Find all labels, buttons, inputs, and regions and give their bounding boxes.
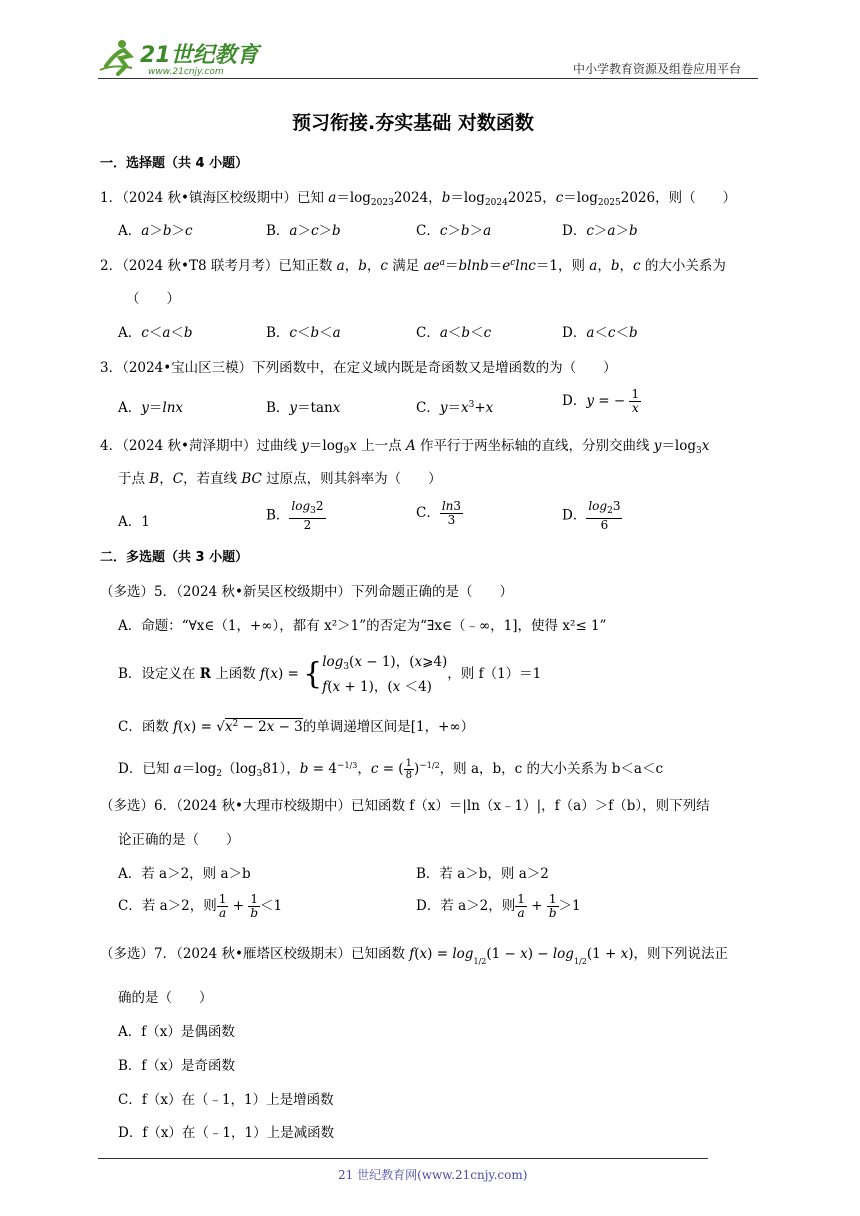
q5-option-a: A．命题：“∀x∈（1，+∞），都有 x²＞1”的否定为“∃x∈（﹣∞，1]，使得 x²≤ 1” bbox=[118, 618, 607, 634]
q6-option-a: A．若 a＞2，则 a＞b bbox=[118, 866, 251, 882]
question-6-line2: 论正确的是（ ） bbox=[118, 832, 240, 848]
q4-option-a: A．1 bbox=[118, 514, 150, 530]
q7-option-c: C．f（x）在（﹣1，1）上是增函数 bbox=[118, 1092, 334, 1108]
logo bbox=[96, 36, 266, 80]
header-divider bbox=[98, 78, 758, 79]
question-7: （多选）7．（2024 秋•雁塔区校级期末）已知函数 $f(x) = \log_{1/2}(1 - x) - \log_{1/2}(1 + x)$，则下列说法正 bbox=[100, 946, 728, 966]
question-4-line2: 于点 B，C，若直线 BC 过原点，则其斜率为（ ） bbox=[118, 471, 442, 487]
q1-option-b: B．a＞c＞b bbox=[266, 223, 341, 239]
q1-option-c: C．c＞b＞a bbox=[416, 223, 492, 239]
q2-option-d: D．a＜c＜b bbox=[562, 325, 638, 341]
svg-text:21世纪教育: 21世纪教育 bbox=[140, 43, 259, 68]
q1-option-d: D．c＞a＞b bbox=[562, 223, 638, 239]
q6-option-d: D．若 a＞2，则 $\frac{1}{a}$ + $\frac{1}{b}$ ＞1 bbox=[416, 892, 581, 920]
q3-option-a: A．y＝lnx bbox=[118, 400, 184, 416]
section-heading-choice: 一．选择题（共 4 小题） bbox=[100, 156, 249, 171]
question-4: 4．（2024 秋•菏泽期中）过曲线 $y=\log_9x$ 上一点 A 作平行于两坐标轴的直线，分别交曲线 $y=\log_3x$ bbox=[100, 438, 710, 456]
q2-paren: （ ） bbox=[126, 291, 180, 307]
q7-option-a: A．f（x）是偶函数 bbox=[118, 1024, 235, 1040]
footer-link[interactable]: 21 世纪教育网(www.21cnjy.com) bbox=[338, 1168, 528, 1182]
q6-option-c: C．若 a＞2，则 $\frac{1}{a}$ + $\frac{1}{b}$ ＜1 bbox=[118, 892, 283, 920]
q1-option-a: A．a＞b＞c bbox=[118, 223, 193, 239]
q5-option-c: C．函数 $f(x) = √x^2 - 2x - 3$的单调递增区间是[1，+∞） bbox=[118, 719, 475, 735]
q3-option-d: D．y = − $\frac{1}{x}$ bbox=[562, 387, 640, 415]
q3-option-b: B．y＝tanx bbox=[266, 400, 341, 416]
q5-option-d: D．已知 $a=\log_2(\log_381)$，$b = 4^{-1/3}$，c = ( $\frac{1}{8}$ )$^{-1/2}$，则 a，b，c 的大小关系为 b＜a＜c bbox=[118, 758, 664, 781]
question-2: 2．（2024 秋•T8 联考月考）已知正数 a，b，c 满足 $ae^a=blnb=e^c\ln c=1$，则 a，b，c 的大小关系为 bbox=[100, 258, 726, 274]
q2-option-c: C．a＜b＜c bbox=[416, 325, 492, 341]
question-3: 3．（2024•宝山区三模）下列函数中，在定义域内既是奇函数又是增函数的为（ ） bbox=[100, 360, 617, 376]
question-5: （多选）5．（2024 秋•新吴区校级期中）下列命题正确的是（ ） bbox=[100, 584, 513, 600]
logo-url: www.21cnjy.com bbox=[148, 67, 224, 77]
footer-divider bbox=[98, 1158, 708, 1159]
q7-option-b: B．f（x）是奇函数 bbox=[118, 1058, 236, 1074]
question-7-line2: 确的是（ ） bbox=[118, 990, 213, 1006]
q5-option-b: B．设定义在 R 上函数 f(x) = { $\log_3(x - 1)$，(x⩾4) f(x + 1)，(x ＜4) ，则 f（1）＝1 bbox=[118, 654, 542, 695]
question-1: 1．（2024 秋•镇海区校级期中）已知 $a=\log_{2023}2024$，$b=\log_{2024}2025$，$c=\log_{2025}2026$，则（ ） bbox=[100, 190, 737, 208]
q6-option-b: B．若 a＞b，则 a＞2 bbox=[416, 866, 549, 882]
q3-option-c: C．$y=x^3+x$ bbox=[416, 400, 494, 416]
section-heading-multi: 二．多选题（共 3 小题） bbox=[100, 550, 249, 565]
q4-option-d: D． $\frac{\log_23}{6}$ bbox=[562, 499, 621, 532]
q7-option-d: D．f（x）在（﹣1，1）上是减函数 bbox=[118, 1125, 335, 1141]
page-title: 预习衔接.夯实基础 对数函数 bbox=[292, 112, 534, 134]
platform-label: 中小学教育资源及组卷应用平台 bbox=[573, 62, 742, 76]
q2-option-b: B．c＜b＜a bbox=[266, 325, 341, 341]
q2-option-a: A．c＜a＜b bbox=[118, 325, 193, 341]
q4-option-b: B． $\frac{\log_32}{2}$ bbox=[266, 499, 324, 532]
question-6: （多选）6．（2024 秋•大理市校级期中）已知函数 f（x）＝|ln（x﹣1）|，f（a）＞f（b），则下列结 bbox=[100, 798, 710, 814]
q4-option-c: C． $\frac{\ln 3}{3}$ bbox=[416, 499, 462, 527]
